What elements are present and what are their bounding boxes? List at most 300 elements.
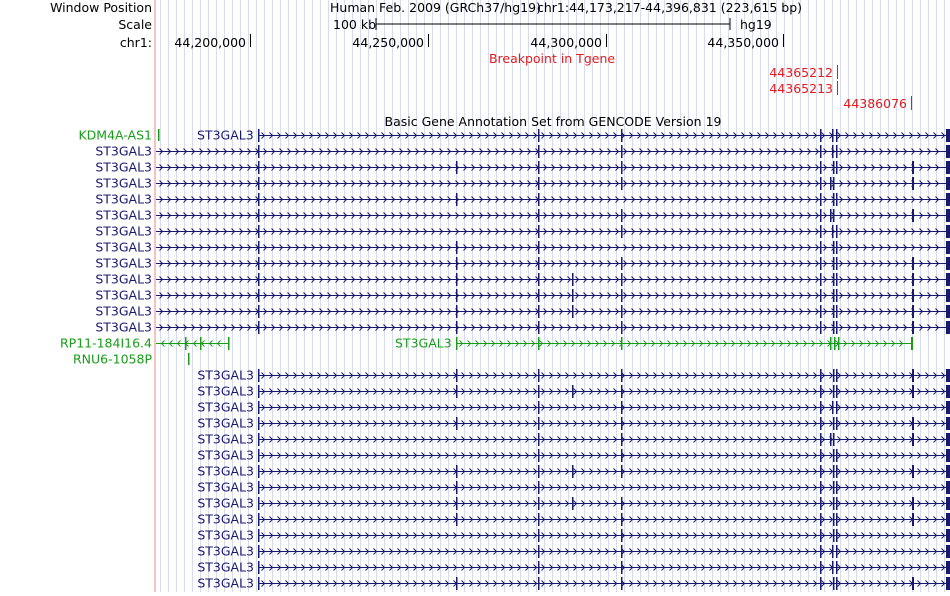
exon-block [836,369,838,382]
exon-block [258,321,260,334]
exon-block [912,209,914,222]
exon-block [833,385,835,398]
exon-block [538,177,540,190]
exon-block [911,337,913,350]
exon-block [836,257,838,270]
breakpoint-label[interactable]: 44365213 [769,81,833,96]
exon-block [456,417,458,430]
exon-block [456,497,458,510]
exon-block [820,417,822,430]
exon-block [621,433,623,446]
track-item-label[interactable]: ST3GAL3 [197,415,254,431]
exon-block [456,385,458,398]
exon-block [258,481,260,494]
exon-block [833,241,835,254]
track-item-label[interactable]: ST3GAL3 [95,319,152,335]
transcript[interactable] [258,433,950,446]
exon-block [820,577,822,590]
exon-block [538,257,540,270]
track-item-label[interactable]: ST3GAL3 [197,511,254,527]
exon-block [912,161,914,174]
exon-block [946,209,950,222]
exon-block [538,561,540,574]
exon-block [832,401,834,414]
exon-block [836,577,838,590]
transcript[interactable] [258,385,950,398]
exon-block [833,369,835,382]
exon-block [830,337,832,350]
breakpoint-label[interactable]: 44386076 [843,96,907,111]
exon-block [538,129,540,142]
exon-block [572,497,574,510]
exon-block [836,161,838,174]
transcript[interactable] [258,129,950,142]
exon-block [538,545,540,558]
exon-block [820,513,822,526]
exon-block [836,321,838,334]
exon-block [258,561,260,574]
exon-block [820,545,822,558]
exon-block [621,289,623,302]
exon-block [820,193,822,206]
exon-block [833,433,835,446]
ruler-tick-label: 44,200,000 [174,35,246,50]
exon-block [820,385,822,398]
exon-block [621,449,623,462]
exon-block [946,561,950,574]
exon-block [621,561,623,574]
exon-block [820,241,822,254]
exon-block [830,433,832,446]
exon-block [836,241,838,254]
exon-block [834,337,836,350]
track-item-label[interactable]: RNU6-1058P [73,351,152,367]
exon-block [456,369,458,382]
exon-block [538,401,540,414]
exon-block [836,529,838,542]
exon-block [946,433,950,446]
exon-block [538,577,540,590]
exon-block [538,465,540,478]
breakpoint-label[interactable]: 44365212 [769,65,833,80]
exon-block [538,145,540,158]
exon-block [538,481,540,494]
track-item-label[interactable]: RP11-184I16.4 [59,335,152,351]
exon-block [258,209,260,222]
exon-block [833,257,835,270]
transcript[interactable] [258,577,950,590]
exon-block [538,385,540,398]
exon-block [820,161,822,174]
exon-block [832,129,834,142]
exon-block [836,129,838,142]
exon-block [456,337,458,350]
exon-block [836,305,838,318]
exon-block [832,145,834,158]
exon-block [832,545,834,558]
exon-block [621,321,623,334]
exon-block [820,321,822,334]
exon-block [946,241,950,254]
exon-block [538,449,540,462]
exon-block [572,385,574,398]
exon-block [538,225,540,238]
transcript[interactable] [258,369,950,382]
exon-block [836,449,838,462]
exon-block [258,305,260,318]
transcript[interactable] [258,545,950,558]
track-item-label[interactable]: ST3GAL3 [95,207,152,223]
exon-block [833,321,835,334]
exon-block [833,209,835,222]
exon-block [258,193,260,206]
exon-block [538,273,540,286]
position-text: chr1:44,173,217-44,396,831 (223,615 bp) [537,0,803,15]
exon-block [946,321,950,334]
track-item-label[interactable]: ST3GAL3 [197,399,254,415]
exon-block [912,177,914,190]
exon-block [621,385,623,398]
exon-block [258,417,260,430]
exon-block [572,273,574,286]
exon-block [912,513,914,526]
exon-block [621,129,623,142]
exon-block [946,481,950,494]
exon-block [538,529,540,542]
exon-block [538,193,540,206]
exon-block [456,305,458,318]
exon-block [946,369,950,382]
exon-block [946,129,950,142]
exon-block [820,401,822,414]
exon-block [833,289,835,302]
exon-block [946,497,950,510]
exon-block [621,417,623,430]
track-item-label[interactable]: ST3GAL3 [197,447,254,463]
track-item-label[interactable]: ST3GAL3 [95,191,152,207]
transcript[interactable] [258,513,950,526]
exon-block [833,417,835,430]
exon-block [258,529,260,542]
exon-block [946,145,950,158]
exon-block [912,385,914,398]
exon-block [621,209,623,222]
exon-block [621,177,623,190]
exon-block [258,273,260,286]
exon-block [621,257,623,270]
track-item-label[interactable]: ST3GAL3 [95,271,152,287]
ruler-tick-label: 44,350,000 [707,35,779,50]
exon-block [621,577,623,590]
exon-block [538,417,540,430]
exon-block [820,449,822,462]
exon-block [946,289,950,302]
transcript[interactable] [258,561,950,574]
exon-block [832,225,834,238]
exon-block [621,401,623,414]
exon-block [833,449,835,462]
transcript[interactable] [258,417,950,430]
exon-block [820,177,822,190]
transcript[interactable] [258,497,950,510]
exon-block [185,337,187,350]
track-item-label[interactable]: ST3GAL3 [95,143,152,159]
exon-block [572,305,574,318]
breakpoint-track-title: Breakpoint in Tgene [488,51,616,66]
exon-block [258,449,260,462]
assembly-text: Human Feb. 2009 (GRCh37/hg19) [330,0,541,15]
exon-block [820,481,822,494]
exon-block [258,129,260,142]
exon-block [836,145,838,158]
exon-block [258,401,260,414]
track-item-label[interactable]: ST3GAL3 [197,383,254,399]
exon-block [538,369,540,382]
exon-block [456,273,458,286]
exon-block [946,161,950,174]
exon-block [538,161,540,174]
db-text: hg19 [740,17,772,32]
exon-block [621,497,623,510]
exon-block [456,321,458,334]
exon-block [830,177,832,190]
transcript[interactable] [258,529,950,542]
transcript[interactable] [456,337,913,350]
exon-block [538,305,540,318]
exon-block [946,401,950,414]
exon-block [258,497,260,510]
track-item-label[interactable]: ST3GAL3 [95,175,152,191]
exon-block [830,209,832,222]
exon-block [820,465,822,478]
exon-block [912,417,914,430]
exon-block [538,513,540,526]
exon-block [456,257,458,270]
exon-block [833,161,835,174]
exon-block [538,337,540,350]
exon-block [538,241,540,254]
track-item-label[interactable]: ST3GAL3 [95,159,152,175]
exon-block [621,305,623,318]
exon-block [946,385,950,398]
track-item-label[interactable]: ST3GAL3 [197,527,254,543]
scale-label: Scale [118,17,152,32]
exon-block [946,545,950,558]
exon-block [836,401,838,414]
exon-block [820,225,822,238]
exon-block [836,273,838,286]
exon-block [456,577,458,590]
exon-block [820,369,822,382]
exon-block [456,193,458,206]
base-position-ruler [174,34,783,50]
exon-block [456,289,458,302]
transcript[interactable] [258,449,950,462]
exon-block [258,161,260,174]
exon-block [833,193,835,206]
exon-block [258,369,260,382]
exon-block [456,481,458,494]
exon-block [258,513,260,526]
exon-block [833,497,835,510]
exon-block [832,561,834,574]
ruler-tick-label: 44,250,000 [352,35,424,50]
track-item-label[interactable]: ST3GAL3 [197,559,254,575]
exon-block [258,289,260,302]
exon-block [946,177,950,190]
exon-block [836,513,838,526]
exon-block [946,225,950,238]
exon-block [538,497,540,510]
scale-text: 100 kb [333,17,377,32]
exon-block [258,465,260,478]
rnu6-feature[interactable] [188,353,190,365]
track-item-label[interactable]: ST3GAL3 [95,223,152,239]
exon-block [621,545,623,558]
exon-block [621,529,623,542]
exon-block [833,577,835,590]
exon-block [456,465,458,478]
exon-block [621,369,623,382]
exon-block [820,129,822,142]
kdm4a-as1-feature[interactable] [158,129,160,141]
exon-block [621,337,623,350]
exon-block [912,257,914,270]
exon-block [912,273,914,286]
exon-block [572,465,574,478]
exon-block [820,209,822,222]
exon-block [912,465,914,478]
exon-block [258,225,260,238]
exon-block [912,305,914,318]
exon-block [946,513,950,526]
exon-block [833,273,835,286]
exon-block [836,385,838,398]
exon-block [621,465,623,478]
exon-block [258,177,260,190]
exon-block [946,193,950,206]
exon-block [912,577,914,590]
exon-block [538,321,540,334]
inline-gene-label[interactable]: ST3GAL3 [395,335,452,351]
exon-block [836,417,838,430]
exon-block [836,193,838,206]
exon-block [258,433,260,446]
exon-block [833,177,835,190]
exon-block [912,497,914,510]
track-item-label[interactable]: KDM4A-AS1 [78,127,152,143]
exon-block [538,209,540,222]
transcript[interactable] [258,481,950,494]
exon-block [456,513,458,526]
transcript[interactable] [258,465,950,478]
exon-block [912,321,914,334]
exon-block [621,161,623,174]
exon-block [912,289,914,302]
exon-block [946,577,950,590]
track-item-label[interactable]: ST3GAL3 [95,239,152,255]
track-item-label[interactable]: ST3GAL3 [95,303,152,319]
exon-block [258,145,260,158]
chromosome-label: chr1: [119,35,152,50]
exon-block [833,481,835,494]
exon-block [833,529,835,542]
exon-block [820,529,822,542]
exon-block [912,433,914,446]
ruler-tick-label: 44,300,000 [530,35,602,50]
exon-block [200,337,202,350]
exon-block [833,305,835,318]
exon-block [946,273,950,286]
exon-block [820,305,822,318]
exon-block [836,289,838,302]
exon-block [820,497,822,510]
track-item-label[interactable]: ST3GAL3 [197,495,254,511]
track-item-label[interactable]: ST3GAL3 [197,543,254,559]
exon-block [836,497,838,510]
track-item-label[interactable]: ST3GAL3 [197,431,254,447]
exon-block [228,337,230,350]
exon-block [820,145,822,158]
exon-block [572,289,574,302]
exon-block [946,449,950,462]
exon-block [833,513,835,526]
exon-block [820,273,822,286]
transcript[interactable] [258,401,950,414]
exon-block [820,289,822,302]
exon-block [621,513,623,526]
exon-block [621,145,623,158]
window-position-label: Window Position [50,0,152,15]
exon-block [258,241,260,254]
track-item-label[interactable]: ST3GAL3 [197,463,254,479]
exon-block [836,481,838,494]
exon-block [456,241,458,254]
exon-block [946,417,950,430]
exon-block [838,337,840,350]
exon-block [258,577,260,590]
track-item-label[interactable]: ST3GAL3 [95,255,152,271]
exon-block [946,529,950,542]
exon-block [833,465,835,478]
exon-block [820,257,822,270]
exon-block [258,385,260,398]
exon-block [946,257,950,270]
exon-block [912,369,914,382]
exon-block [820,433,822,446]
exon-block [456,161,458,174]
exon-block [538,289,540,302]
track-item-label[interactable]: ST3GAL3 [197,479,254,495]
exon-block [946,305,950,318]
exon-block [836,225,838,238]
exon-block [946,465,950,478]
exon-block [836,465,838,478]
track-item-label[interactable]: ST3GAL3 [197,575,254,591]
exon-block [836,545,838,558]
exon-block [258,545,260,558]
exon-block [621,273,623,286]
exon-block [538,433,540,446]
exon-block [258,257,260,270]
inline-gene-label[interactable]: ST3GAL3 [197,127,254,143]
track-item-label[interactable]: ST3GAL3 [197,367,254,383]
gencode-track-title: Basic Gene Annotation Set from GENCODE Version 19 [384,114,722,129]
exon-block [836,561,838,574]
exon-block [621,225,623,238]
exon-block [820,561,822,574]
track-item-label[interactable]: ST3GAL3 [95,287,152,303]
